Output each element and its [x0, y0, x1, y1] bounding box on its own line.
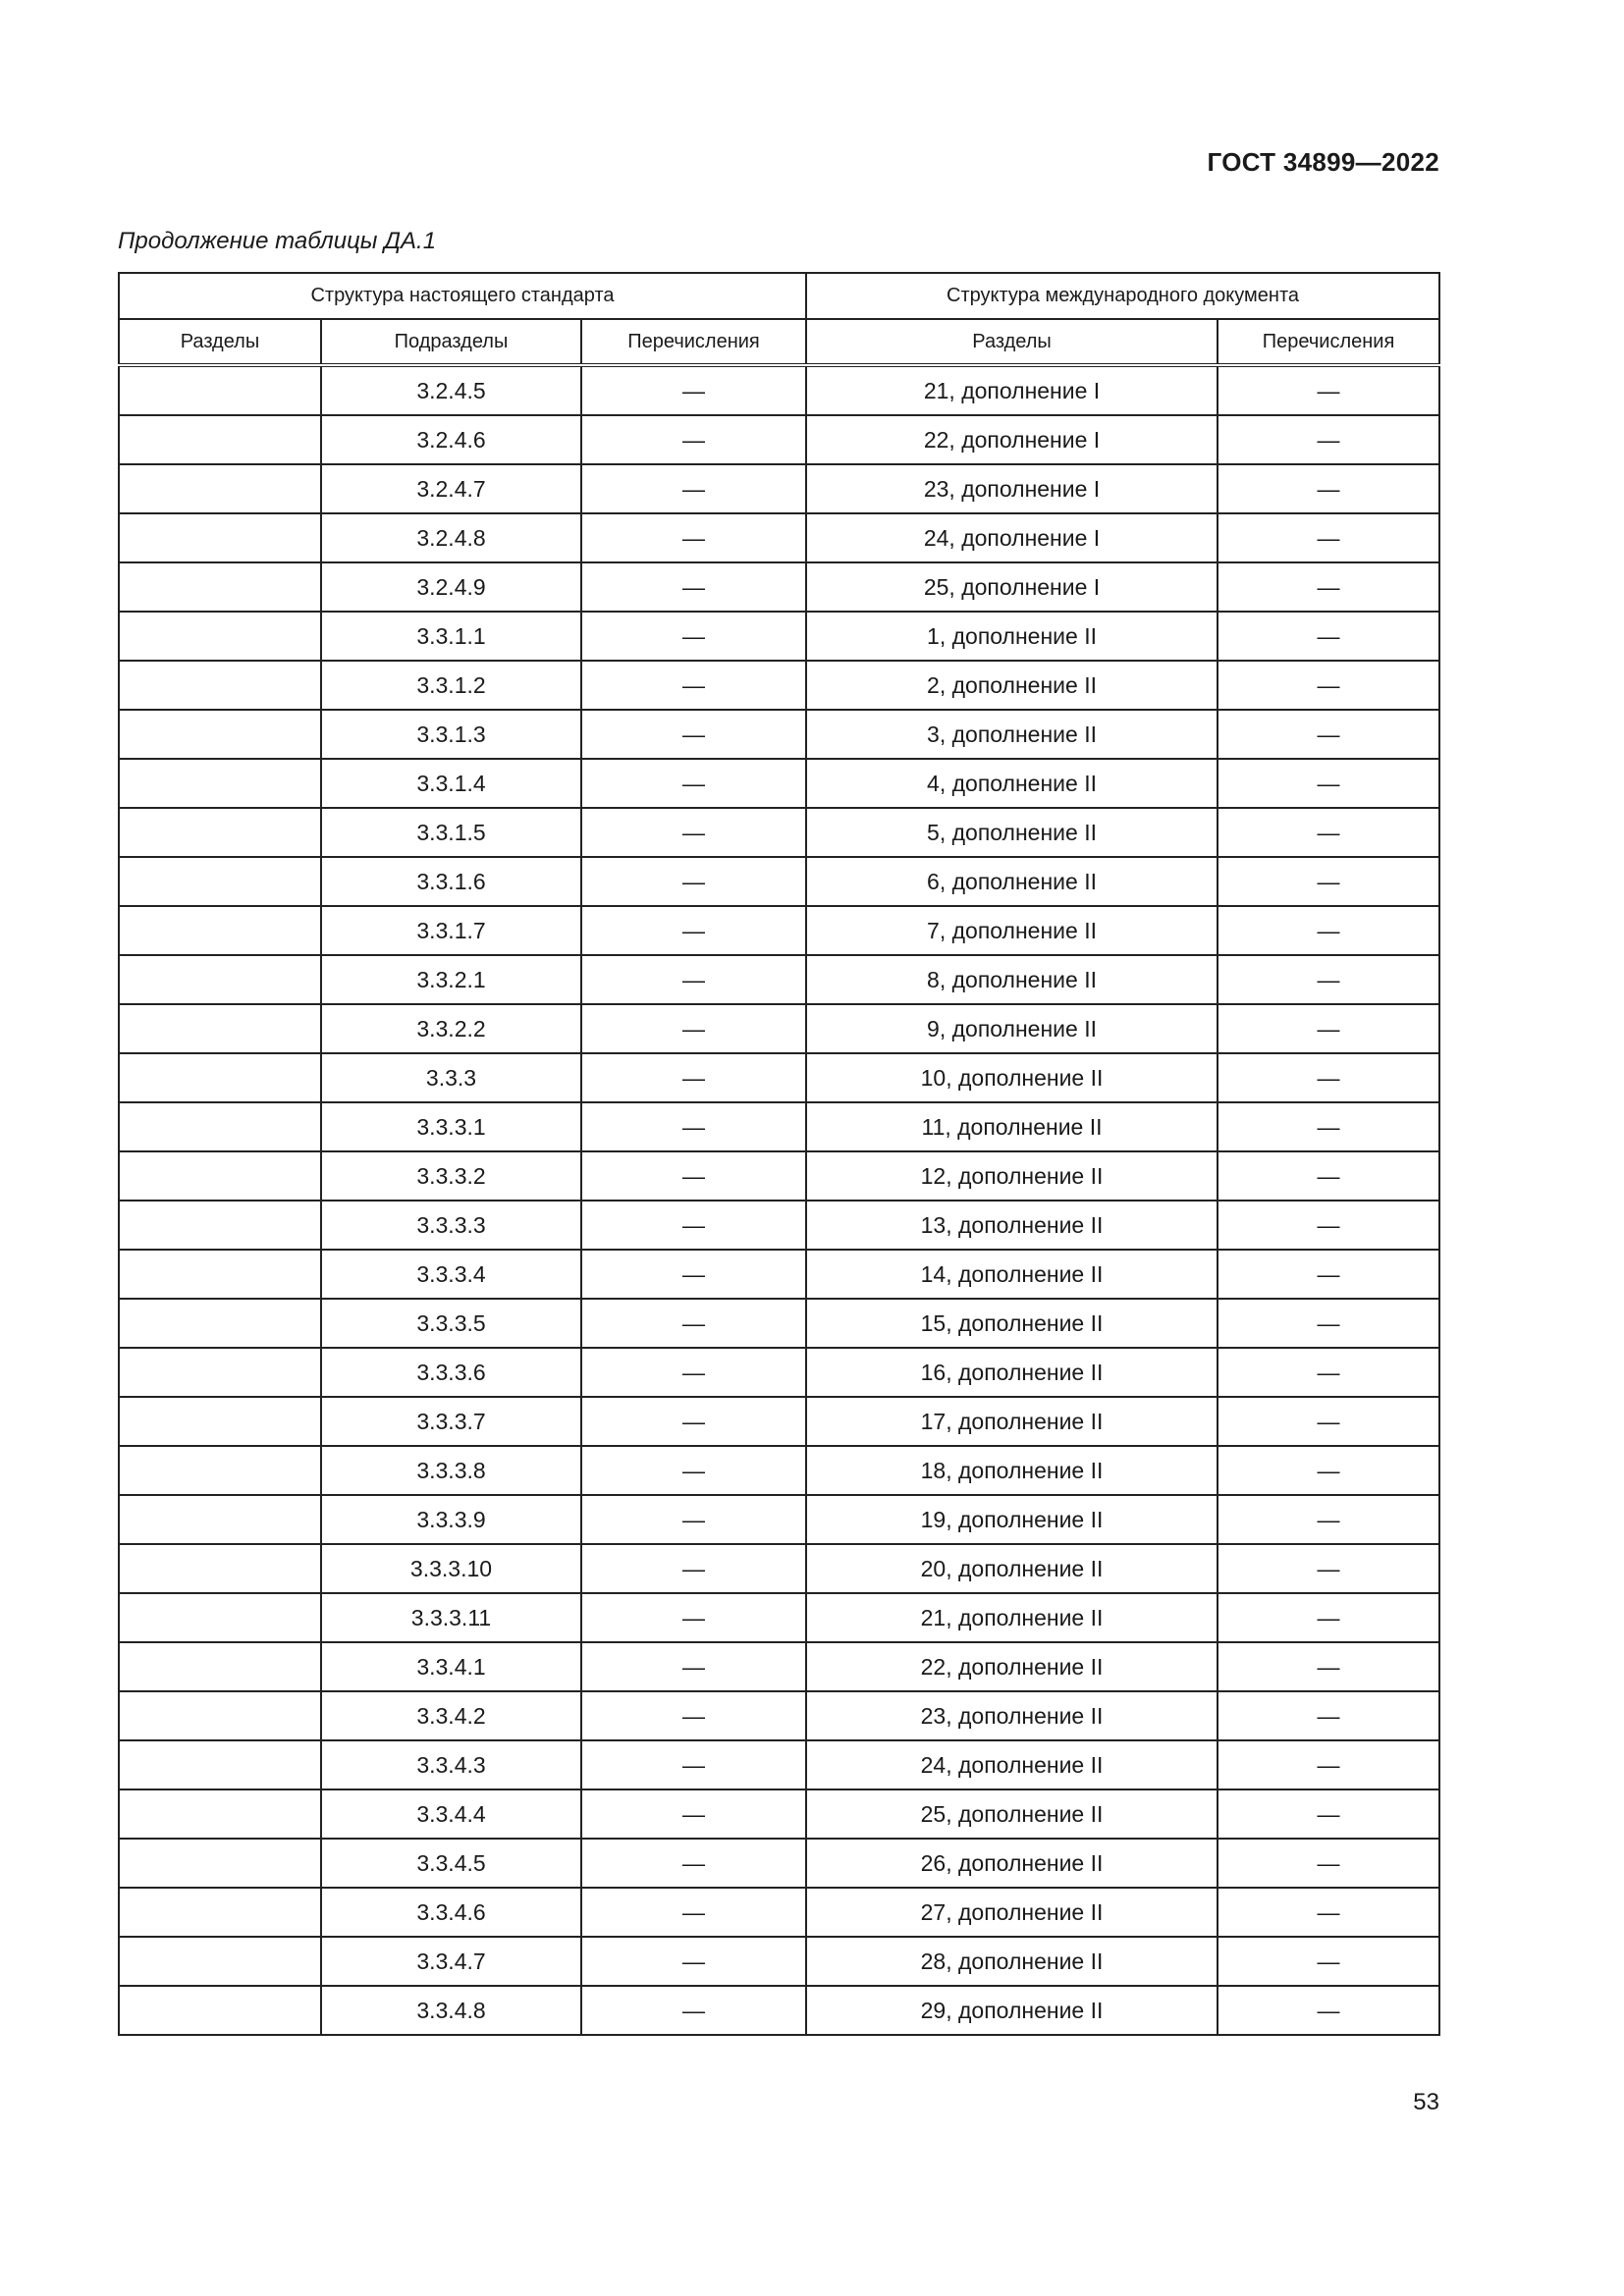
cell-enumeration: — — [581, 612, 806, 661]
table-row — [119, 661, 1439, 710]
table-row — [119, 1691, 1439, 1740]
cell-enumeration: — — [581, 1691, 806, 1740]
cell-intl-enumeration: — — [1218, 1986, 1439, 2035]
cell-intl-enumeration: — — [1218, 955, 1439, 1004]
cell-enumeration: — — [581, 906, 806, 955]
cell-enumeration: — — [581, 710, 806, 759]
cell-intl-section: 23, дополнение I — [806, 464, 1218, 513]
cell-intl-section: 22, дополнение I — [806, 415, 1218, 464]
cell-enumeration: — — [581, 1740, 806, 1789]
cell-subsection: 3.3.3.3 — [321, 1201, 581, 1250]
cell-section — [119, 1151, 321, 1201]
cell-intl-section: 4, дополнение II — [806, 759, 1218, 808]
table-row — [119, 1004, 1439, 1053]
cell-intl-section: 19, дополнение II — [806, 1495, 1218, 1544]
cell-intl-enumeration: — — [1218, 1888, 1439, 1937]
cell-enumeration: — — [581, 1250, 806, 1299]
cell-intl-enumeration: — — [1218, 1446, 1439, 1495]
cell-intl-enumeration: — — [1218, 1397, 1439, 1446]
cell-enumeration: — — [581, 464, 806, 513]
cell-subsection: 3.3.1.1 — [321, 612, 581, 661]
cell-intl-enumeration: — — [1218, 1348, 1439, 1397]
cell-section — [119, 1201, 321, 1250]
table-row — [119, 1151, 1439, 1201]
cell-intl-enumeration: — — [1218, 1102, 1439, 1151]
cell-enumeration: — — [581, 759, 806, 808]
cell-enumeration: — — [581, 1642, 806, 1691]
table-row — [119, 1839, 1439, 1888]
table-row — [119, 1201, 1439, 1250]
cell-section — [119, 1839, 321, 1888]
cell-intl-section: 29, дополнение II — [806, 1986, 1218, 2035]
cell-intl-section: 11, дополнение II — [806, 1102, 1218, 1151]
cell-section — [119, 1593, 321, 1642]
cell-section — [119, 1937, 321, 1986]
cell-enumeration: — — [581, 562, 806, 612]
cell-section — [119, 1740, 321, 1789]
cell-subsection: 3.3.3.10 — [321, 1544, 581, 1593]
cell-subsection: 3.3.4.8 — [321, 1986, 581, 2035]
cell-enumeration: — — [581, 1888, 806, 1937]
cell-intl-enumeration: — — [1218, 1004, 1439, 1053]
cell-subsection: 3.3.3.1 — [321, 1102, 581, 1151]
cell-intl-section: 20, дополнение II — [806, 1544, 1218, 1593]
table-row — [119, 1446, 1439, 1495]
cell-intl-section: 17, дополнение II — [806, 1397, 1218, 1446]
cell-intl-section: 27, дополнение II — [806, 1888, 1218, 1937]
cell-intl-enumeration: — — [1218, 1151, 1439, 1201]
cell-intl-enumeration: — — [1218, 415, 1439, 464]
table-row — [119, 1937, 1439, 1986]
cell-intl-section: 24, дополнение II — [806, 1740, 1218, 1789]
cell-section — [119, 1789, 321, 1839]
cell-subsection: 3.3.3.11 — [321, 1593, 581, 1642]
cell-intl-enumeration: — — [1218, 1201, 1439, 1250]
table-row — [119, 1740, 1439, 1789]
cell-subsection: 3.3.3.4 — [321, 1250, 581, 1299]
cell-subsection: 3.3.3.7 — [321, 1397, 581, 1446]
cell-intl-enumeration: — — [1218, 1593, 1439, 1642]
cell-enumeration: — — [581, 1299, 806, 1348]
cell-section — [119, 710, 321, 759]
cell-section — [119, 906, 321, 955]
cell-intl-section: 28, дополнение II — [806, 1937, 1218, 1986]
cell-subsection: 3.3.4.1 — [321, 1642, 581, 1691]
cell-intl-section: 21, дополнение I — [806, 365, 1218, 415]
cell-intl-section: 14, дополнение II — [806, 1250, 1218, 1299]
cell-subsection: 3.3.2.2 — [321, 1004, 581, 1053]
cell-subsection: 3.3.3.8 — [321, 1446, 581, 1495]
table-row — [119, 1789, 1439, 1839]
cell-enumeration: — — [581, 1593, 806, 1642]
cell-intl-enumeration: — — [1218, 1495, 1439, 1544]
cell-intl-enumeration: — — [1218, 1691, 1439, 1740]
table-row — [119, 857, 1439, 906]
cell-section — [119, 1888, 321, 1937]
cell-intl-section: 8, дополнение II — [806, 955, 1218, 1004]
cell-subsection: 3.3.1.4 — [321, 759, 581, 808]
cell-intl-section: 25, дополнение I — [806, 562, 1218, 612]
cell-intl-enumeration: — — [1218, 710, 1439, 759]
cell-section — [119, 1053, 321, 1102]
cell-intl-section: 10, дополнение II — [806, 1053, 1218, 1102]
cell-enumeration: — — [581, 1986, 806, 2035]
cell-subsection: 3.2.4.6 — [321, 415, 581, 464]
cell-subsection: 3.3.3.9 — [321, 1495, 581, 1544]
cell-intl-enumeration: — — [1218, 1642, 1439, 1691]
cell-enumeration: — — [581, 1544, 806, 1593]
table-row — [119, 1397, 1439, 1446]
cell-section — [119, 1299, 321, 1348]
cell-intl-section: 22, дополнение II — [806, 1642, 1218, 1691]
cell-section — [119, 1397, 321, 1446]
document-id: ГОСТ 34899—2022 — [1207, 147, 1439, 177]
table-row — [119, 1888, 1439, 1937]
cell-intl-section: 1, дополнение II — [806, 612, 1218, 661]
cell-intl-enumeration: — — [1218, 1250, 1439, 1299]
column-header-intl-enumerations: Перечисления — [1218, 319, 1439, 365]
table-row — [119, 1986, 1439, 2035]
cell-subsection: 3.3.4.3 — [321, 1740, 581, 1789]
cell-section — [119, 1446, 321, 1495]
table-row — [119, 808, 1439, 857]
cell-intl-enumeration: — — [1218, 1053, 1439, 1102]
cell-subsection: 3.3.2.1 — [321, 955, 581, 1004]
cell-enumeration: — — [581, 1446, 806, 1495]
cell-enumeration: — — [581, 1102, 806, 1151]
table-row — [119, 513, 1439, 562]
table-row — [119, 955, 1439, 1004]
cell-intl-section: 13, дополнение II — [806, 1201, 1218, 1250]
cell-enumeration: — — [581, 1937, 806, 1986]
cell-subsection: 3.3.4.2 — [321, 1691, 581, 1740]
cell-enumeration: — — [581, 1348, 806, 1397]
cell-intl-enumeration: — — [1218, 1839, 1439, 1888]
cell-section — [119, 1986, 321, 2035]
column-header-enumerations: Перечисления — [581, 319, 806, 365]
cell-intl-enumeration: — — [1218, 612, 1439, 661]
table-row — [119, 1102, 1439, 1151]
cell-intl-enumeration: — — [1218, 562, 1439, 612]
cell-intl-enumeration: — — [1218, 1544, 1439, 1593]
cell-enumeration: — — [581, 1201, 806, 1250]
table-row — [119, 906, 1439, 955]
cell-section — [119, 1495, 321, 1544]
cell-subsection: 3.3.1.2 — [321, 661, 581, 710]
cell-enumeration: — — [581, 1839, 806, 1888]
table-row — [119, 1642, 1439, 1691]
table-row — [119, 464, 1439, 513]
cell-intl-section: 6, дополнение II — [806, 857, 1218, 906]
cell-subsection: 3.3.1.6 — [321, 857, 581, 906]
cell-subsection: 3.3.4.4 — [321, 1789, 581, 1839]
cell-intl-section: 12, дополнение II — [806, 1151, 1218, 1201]
cell-enumeration: — — [581, 661, 806, 710]
cell-intl-enumeration: — — [1218, 661, 1439, 710]
table-row — [119, 612, 1439, 661]
cell-section — [119, 1642, 321, 1691]
cell-intl-section: 21, дополнение II — [806, 1593, 1218, 1642]
cell-intl-section: 24, дополнение I — [806, 513, 1218, 562]
cell-intl-enumeration: — — [1218, 1789, 1439, 1839]
cell-intl-section: 15, дополнение II — [806, 1299, 1218, 1348]
cell-subsection: 3.3.3.6 — [321, 1348, 581, 1397]
table-row — [119, 1544, 1439, 1593]
column-header-subsections: Подразделы — [321, 319, 581, 365]
cell-intl-section: 2, дополнение II — [806, 661, 1218, 710]
cell-intl-section: 5, дополнение II — [806, 808, 1218, 857]
cell-intl-enumeration: — — [1218, 464, 1439, 513]
cell-enumeration: — — [581, 1053, 806, 1102]
cell-intl-section: 25, дополнение II — [806, 1789, 1218, 1839]
table-row — [119, 1299, 1439, 1348]
table-row — [119, 759, 1439, 808]
cell-intl-section: 9, дополнение II — [806, 1004, 1218, 1053]
cell-enumeration: — — [581, 857, 806, 906]
cell-enumeration: — — [581, 1004, 806, 1053]
cell-intl-enumeration: — — [1218, 759, 1439, 808]
cell-enumeration: — — [581, 1151, 806, 1201]
cell-intl-enumeration: — — [1218, 808, 1439, 857]
table-row — [119, 1593, 1439, 1642]
cell-section — [119, 365, 321, 415]
cell-subsection: 3.3.4.6 — [321, 1888, 581, 1937]
cell-section — [119, 661, 321, 710]
cell-section — [119, 1691, 321, 1740]
group-header-this-standard: Структура настоящего стандарта — [119, 273, 806, 319]
table-row — [119, 1250, 1439, 1299]
cell-subsection: 3.3.3.2 — [321, 1151, 581, 1201]
table-body — [119, 365, 1439, 2035]
cell-intl-section: 3, дополнение II — [806, 710, 1218, 759]
cell-section — [119, 415, 321, 464]
structure-comparison-table — [118, 272, 1440, 2036]
cell-enumeration: — — [581, 808, 806, 857]
cell-intl-enumeration: — — [1218, 365, 1439, 415]
cell-section — [119, 1250, 321, 1299]
table-row — [119, 1053, 1439, 1102]
cell-section — [119, 955, 321, 1004]
cell-subsection: 3.3.1.5 — [321, 808, 581, 857]
cell-enumeration: — — [581, 955, 806, 1004]
column-header-intl-sections: Разделы — [806, 319, 1218, 365]
cell-section — [119, 562, 321, 612]
cell-enumeration: — — [581, 1397, 806, 1446]
cell-intl-section: 26, дополнение II — [806, 1839, 1218, 1888]
table-row — [119, 1495, 1439, 1544]
cell-intl-enumeration: — — [1218, 1740, 1439, 1789]
cell-intl-section: 18, дополнение II — [806, 1446, 1218, 1495]
table-row — [119, 365, 1439, 415]
cell-section — [119, 1004, 321, 1053]
cell-enumeration: — — [581, 365, 806, 415]
table-row — [119, 562, 1439, 612]
cell-section — [119, 808, 321, 857]
cell-section — [119, 612, 321, 661]
cell-enumeration: — — [581, 1495, 806, 1544]
cell-enumeration: — — [581, 513, 806, 562]
cell-intl-enumeration: — — [1218, 857, 1439, 906]
table-row — [119, 415, 1439, 464]
table-row — [119, 1348, 1439, 1397]
cell-intl-enumeration: — — [1218, 1299, 1439, 1348]
cell-subsection: 3.3.3 — [321, 1053, 581, 1102]
cell-intl-section: 16, дополнение II — [806, 1348, 1218, 1397]
cell-section — [119, 1348, 321, 1397]
cell-subsection: 3.2.4.8 — [321, 513, 581, 562]
cell-section — [119, 513, 321, 562]
cell-section — [119, 759, 321, 808]
cell-intl-enumeration: — — [1218, 513, 1439, 562]
cell-subsection: 3.2.4.9 — [321, 562, 581, 612]
table-row — [119, 710, 1439, 759]
cell-enumeration: — — [581, 415, 806, 464]
cell-intl-section: 23, дополнение II — [806, 1691, 1218, 1740]
cell-subsection: 3.3.4.7 — [321, 1937, 581, 1986]
cell-subsection: 3.3.3.5 — [321, 1299, 581, 1348]
cell-subsection: 3.3.1.7 — [321, 906, 581, 955]
cell-section — [119, 857, 321, 906]
cell-section — [119, 464, 321, 513]
table-caption: Продолжение таблицы ДА.1 — [118, 228, 437, 254]
cell-section — [119, 1544, 321, 1593]
group-header-international-document: Структура международного документа — [806, 273, 1439, 319]
cell-section — [119, 1102, 321, 1151]
column-header-sections: Разделы — [119, 319, 321, 365]
cell-intl-enumeration: — — [1218, 1937, 1439, 1986]
cell-intl-section: 7, дополнение II — [806, 906, 1218, 955]
cell-subsection: 3.2.4.5 — [321, 365, 581, 415]
cell-enumeration: — — [581, 1789, 806, 1839]
cell-subsection: 3.3.4.5 — [321, 1839, 581, 1888]
cell-intl-enumeration: — — [1218, 906, 1439, 955]
page-number: 53 — [1413, 2089, 1439, 2115]
cell-subsection: 3.3.1.3 — [321, 710, 581, 759]
cell-subsection: 3.2.4.7 — [321, 464, 581, 513]
